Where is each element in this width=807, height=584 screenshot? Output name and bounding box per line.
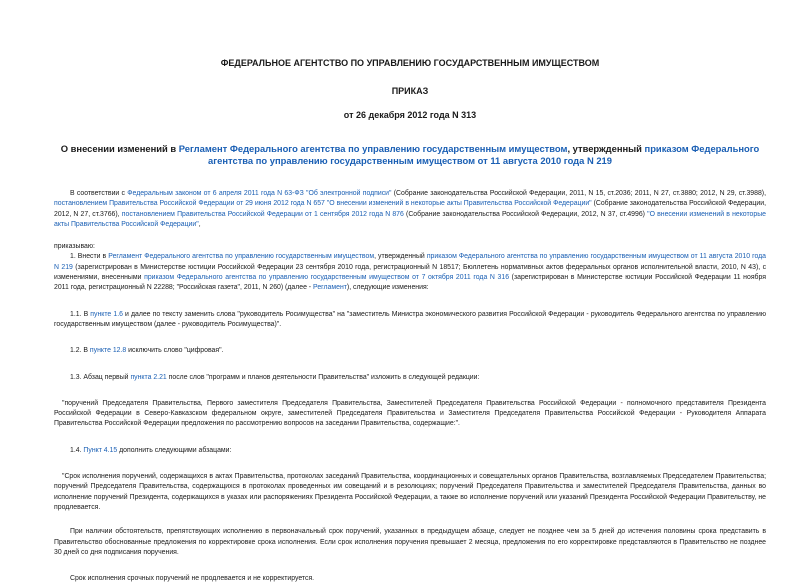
quote-2-paragraph: "Срок исполнения поручений, содержащихся в актах Правительства, протоколах заседаний Правительства, координационных и совещательных органов Правительства, возглавляемых Председателем Правительства; поручений Председателя Правительства, содержащихся в протоколах проведенных им совещаний и в резолюциях; поручений Председателя Правительства и заместителей Председателя Правительства, данных во исполнение поручений Президента, содержащихся в указах или распоряжениях Президента Российской Федерации, а также во исполнение поручений или указаний Президента Российской Федерации Правительству, не продлевается. (54, 473, 766, 511)
link-regulation-short[interactable]: Регламент (313, 284, 347, 292)
link-decree-657[interactable]: постановлением Правительства Российской Федерации от 29 июня 2012 года N 657 "О внесении изменений в некоторые акты Правительства Российской Федерации" (54, 200, 592, 208)
item-1-2-paragraph: 1.2. В пункте 12.8 исключить слово "цифровая". (70, 347, 224, 355)
circumstances-paragraph: При наличии обстоятельств, препятствующих исполнению в первоначальный срок поручений, указанных в предыдущем абзаце, следует не позднее чем за 5 дней до истечения половины срока представить в Правительство обоснованные предложения по корректировке срока исполнения. Если срок исполнения поручения превышает 2 месяца, предложения по его корректировке представляются в Правительство не позднее 30 дней со дня подписания поручения. (54, 528, 766, 556)
item-1-1-paragraph: 1.1. В пункте 1.6 и далее по тексту заменить слова "руководитель Росимущества" на "заместитель Министра экономического развития Российской Федерации - руководитель Федерального агентства по управлению государственным имуществом (далее - руководитель Росимущества)". (54, 310, 766, 328)
item-1-3-paragraph: 1.3. Абзац первый пункта 2.21 после слов "программ и планов деятельности Правительства" изложить в следующей редакции: (70, 373, 480, 381)
link-order-219[interactable]: приказом Федерального агентства по управлению государственным имуществом от 11 августа 2010 года N 219 (54, 253, 766, 271)
urgent-orders-paragraph: Срок исполнения срочных поручений не продлевается и не корректируется. (70, 575, 315, 583)
item-1-paragraph: 1. Внести в Регламент Федерального агентства по управлению государственным имуществом, утвержденный приказом Федерального агентства по управлению государственным имуществом от 11 августа 2010 года N 219 (зарегистрирован в Министерстве юстиции Российской Федерации 23 сентября 2010 года, регистрационный N 18517; Бюллетень нормативных актов федеральных органов исполнительной власти, 2010, N 43), с изменениями, внесенными приказом Федерального агентства по управлению государственным имуществом от 7 октября 2011 года N 316 (зарегистрирован в Министерстве юстиции Российской Федерации 11 ноября 2011 года, регистрационный N 22288; "Российская газета", 2011, N 260) (далее - Регламент), следующие изменения: (54, 253, 767, 292)
link-point-1-6[interactable]: пункте 1.6 (90, 310, 123, 318)
link-point-4-15[interactable]: Пункт 4.15 (83, 446, 118, 454)
link-point-2-21[interactable]: пункта 2.21 (130, 373, 167, 381)
link-decree-876[interactable]: постановлением Правительства Российской Федерации от 1 сентября 2012 года N 876 (121, 210, 404, 218)
order-word: приказываю: (54, 243, 95, 251)
quote-1-paragraph: "поручений Председателя Правительства, Первого заместителя Председателя Правительства, Заместителей Председателя Правительства Российской Федерации - полномочного представителя Президента Российской Федерации в Северо-Кавказском федеральном округе, заместителей Председателя Правительства и Заместителя Председателя Правительства Российской Федерации - Руководителя Аппарата Правительства Российской Федерации предложения по рассмотрению вопросов на заседании Правительства, содержащие:". (54, 399, 766, 428)
document-title: О внесении изменений в Регламент Федерального агентства по управлению государственным имуществом, утвержденный приказом Федерального агентства по управлению государственным имуществом от 11 августа 2010 года N 219 (60, 143, 760, 166)
item-1-4-paragraph: 1.4. Пункт 4.15 дополнить следующими абзацами: (70, 446, 232, 454)
link-regulation[interactable]: Регламент Федерального агентства по управлению государственным имуществом (108, 253, 375, 261)
title-link-regulation[interactable]: Регламент Федерального агентства по управлению государственным имуществом (178, 143, 568, 154)
link-order-316[interactable]: приказом Федерального агентства по управлению государственным имуществом от 7 октября 2011 года N 316 (144, 274, 510, 282)
agency-name: ФЕДЕРАЛЬНОЕ АГЕНТСТВО ПО УПРАВЛЕНИЮ ГОСУДАРСТВЕННЫМ ИМУЩЕСТВОМ (220, 58, 600, 68)
preamble-paragraph: В соответствии с Федеральным законом от 6 апреля 2011 года N 63-ФЗ "Об электронной подписи" (Собрание законодательства Российской Федерации, 2011, N 15, ст.2036; 2011, N 27, ст.3880; 2012, N 29, ст.3988), постановлением Правительства Российской Федерации от 29 июня 2012 года N 657 "О внесении изменений в некоторые акты Правительства Российской Федерации" (Собрание законодательства Российской Федерации, 2012, N 27, ст.3766), постановлением Правительства Российской Федерации от 1 сентября 2012 года N 876 (Собрание законодательства Российской Федерации, 2012, N 37, ст.4996) "О внесении изменений в некоторые акты Правительства Российской Федерации", (54, 190, 767, 228)
link-decree-876-title[interactable]: "О внесении изменений в некоторые акты Правительства Российской Федерации" (54, 210, 767, 228)
document-date-number: от 26 декабря 2012 года N 313 (343, 110, 477, 120)
link-federal-law-63fz[interactable]: Федеральным законом от 6 апреля 2011 года N 63-ФЗ "Об электронной подписи" (127, 190, 392, 197)
link-point-12-8[interactable]: пункте 12.8 (89, 347, 127, 355)
title-link-order-219[interactable]: приказом Федерального агентства по управлению государственным имуществом от 11 августа 2010 года N 219 (208, 143, 760, 166)
document-type: ПРИКАЗ (391, 86, 429, 96)
